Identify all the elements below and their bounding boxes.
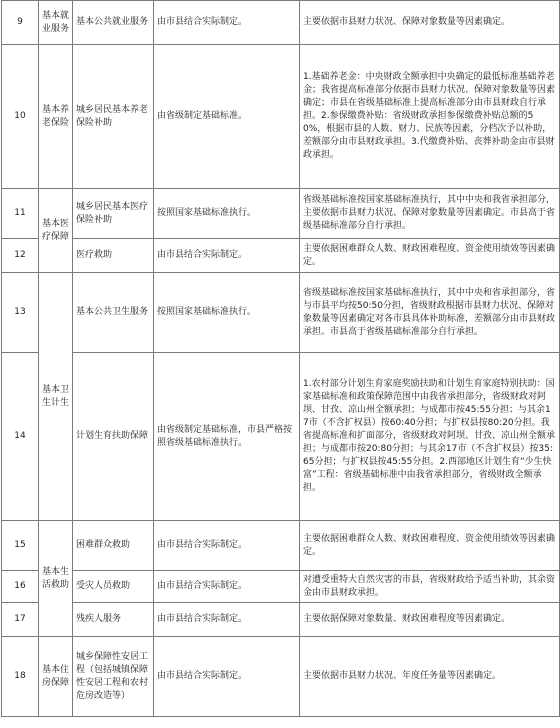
table-row (2, 571, 560, 603)
category-cell: 基本住房保障 (39, 637, 73, 717)
allocation-cell: 1.农村部分计划生育家庭奖励扶助和计划生育家庭特别扶助：国家基础标准和政策保障范围中由我省承担部分，省级财政对阿坝、甘孜、凉山州全额承担；与成都市按45:55分担；与其余17市（不含扩权县）按60:40分担；与扩权县按80:20分担。我省提高标准和扩面部分，省级财政对阿坝、甘孜、凉山州全额承担；与成都市按20:80分担；与其余17市（不含扩权县）按35:65分担；与扩权县按45:55分担。2.西部地区计划生育“少生快富”工程：省级基础标准中由我省承担部分，省级财政全额承担。 (300, 353, 560, 521)
table-row (2, 603, 560, 637)
item-cell: 城乡保障性安居工程（包括城镇保障性安居工程和农村危房改造等） (73, 637, 154, 717)
row-number: 13 (2, 273, 39, 353)
row-number: 15 (2, 521, 39, 571)
table-row (2, 45, 560, 189)
table-row (2, 637, 560, 717)
allocation-cell: 主要依据困难群众人数、财政困难程度、资金使用绩效等因素确定。 (300, 239, 560, 273)
standard-cell: 按照国家基础标准执行。 (154, 273, 300, 353)
row-number: 11 (2, 189, 39, 239)
category-cell: 基本医疗保障 (39, 189, 73, 273)
table-row (2, 521, 560, 571)
standard-cell: 由市县结合实际制定。 (154, 637, 300, 717)
allocation-cell: 省级基础标准按国家基础标准执行，其中中央和省承担部分，省与市县平均按50:50分担，省级财政根据市县财力状况、保障对象数量等因素确定对各市县具体补助标准，差额部分由市县财政承担。市县高于省级基础标准部分自行承担。 (300, 273, 560, 353)
row-number: 10 (2, 45, 39, 189)
category-cell: 基本卫生计生 (39, 273, 73, 521)
item-cell: 医疗救助 (73, 239, 154, 273)
allocation-cell: 对遭受重特大自然灾害的市县，省级财政给予适当补助，其余资金由市县财政承担。 (300, 571, 560, 603)
category-cell: 基本养老保险 (39, 45, 73, 189)
item-cell: 城乡居民基本养老保险补助 (73, 45, 154, 189)
row-number: 17 (2, 603, 39, 637)
item-cell: 困难群众救助 (73, 521, 154, 571)
item-cell: 城乡居民基本医疗保险补助 (73, 189, 154, 239)
table-row (2, 189, 560, 239)
allocation-cell: 主要依据市县财力状况、年度任务量等因素确定。 (300, 637, 560, 717)
allocation-cell: 1.基础养老金：中央财政全额承担中央确定的最低标准基础养老金；我省提高标准部分依据市县财力状况、保障对象数量等因素确定；市县在省级基础标准上提高标准部分由市县财政自行承担。2.参保缴费补贴：省级财政承担参保缴费补贴总额的50%，根据市县的人数、财力、民族等因素，分档次予以补助，差额部分由市县财政承担。3.代缴费补贴、丧葬补助金由市县财政承担。 (300, 45, 560, 189)
item-cell: 残疾人服务 (73, 603, 154, 637)
allocation-cell: 主要依据市县财力状况、保障对象数量等因素确定。 (300, 1, 560, 45)
item-cell: 基本公共就业服务 (73, 1, 154, 45)
table-row (2, 1, 560, 45)
table-row (2, 239, 560, 273)
table-row (2, 273, 560, 353)
allocation-cell: 主要依据困难群众人数、财政困难程度、资金使用绩效等因素确定。 (300, 521, 560, 571)
item-cell: 基本公共卫生服务 (73, 273, 154, 353)
row-number: 9 (2, 1, 39, 45)
policy-table (1, 0, 560, 717)
item-cell: 计划生育扶助保障 (73, 353, 154, 521)
category-cell: 基本就业服务 (39, 1, 73, 45)
standard-cell: 由省级制定基础标准。 (154, 45, 300, 189)
row-number: 14 (2, 353, 39, 521)
standard-cell: 由市县结合实际制定。 (154, 603, 300, 637)
category-cell: 基本生活救助 (39, 521, 73, 637)
row-number: 18 (2, 637, 39, 717)
standard-cell: 由市县结合实际制定。 (154, 571, 300, 603)
allocation-cell: 省级基础标准按国家基础标准执行，其中中央和我省承担部分，主要依据市县财力状况、保障对象数量等因素确定。市县高于省级基础标准部分自行承担。 (300, 189, 560, 239)
allocation-cell: 主要依据保障对象数量、财政困难程度等因素确定。 (300, 603, 560, 637)
table-row (2, 353, 560, 521)
standard-cell: 由市县结合实际制定。 (154, 1, 300, 45)
standard-cell: 由省级制定基础标准，市县严格按照省级基础标准执行。 (154, 353, 300, 521)
standard-cell: 按照国家基础标准执行。 (154, 189, 300, 239)
standard-cell: 由市县结合实际制定。 (154, 239, 300, 273)
row-number: 16 (2, 571, 39, 603)
row-number: 12 (2, 239, 39, 273)
item-cell: 受灾人员救助 (73, 571, 154, 603)
standard-cell: 由市县结合实际制定。 (154, 521, 300, 571)
